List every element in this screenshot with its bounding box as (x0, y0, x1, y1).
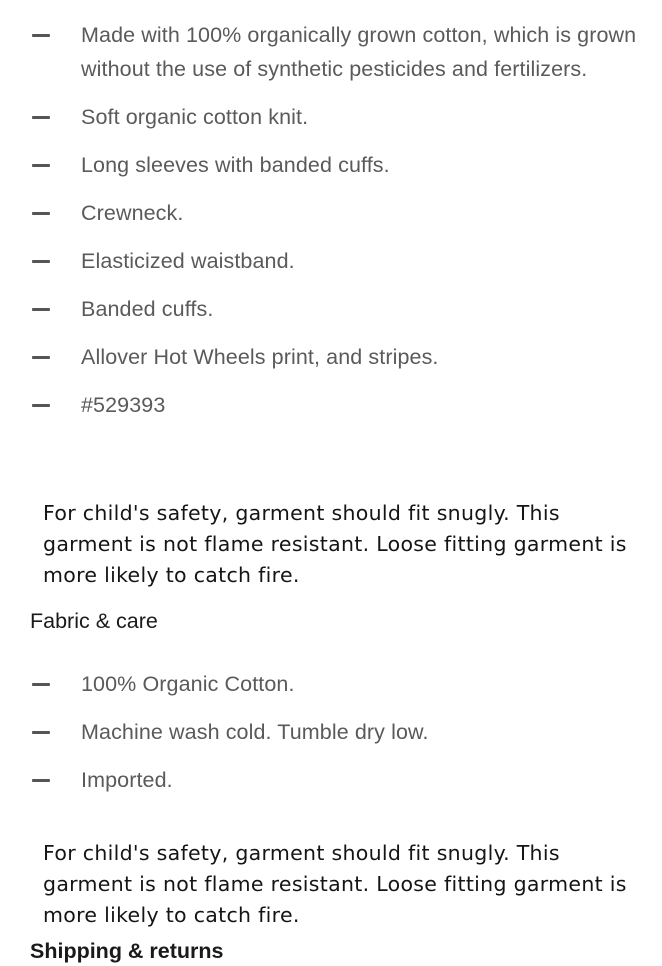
feature-text: Crewneck. (81, 201, 184, 225)
product-features-list (0, 18, 662, 422)
dash-bullet-icon (32, 356, 50, 359)
feature-item (0, 18, 662, 86)
shipping-returns-heading[interactable]: Shipping & returns (30, 939, 224, 963)
feature-text: Elasticized waistband. (81, 249, 295, 273)
dash-bullet-icon (32, 260, 50, 263)
feature-item (0, 244, 662, 278)
dash-bullet-icon (32, 731, 50, 734)
dash-bullet-icon (32, 212, 50, 215)
safety-notice: For child's safety, garment should fit snugly. This garment is not flame resistant. Loose fitting garment is more likely to catch fire. (43, 841, 627, 927)
feature-item (0, 148, 662, 182)
feature-text: Banded cuffs. (81, 297, 214, 321)
feature-item (0, 388, 662, 422)
feature-text: Allover Hot Wheels print, and stripes. (81, 345, 439, 369)
dash-bullet-icon (32, 779, 50, 782)
feature-text: #529393 (81, 393, 166, 417)
dash-bullet-icon (32, 404, 50, 407)
feature-item (0, 340, 662, 374)
dash-bullet-icon (32, 116, 50, 119)
dash-bullet-icon (32, 308, 50, 311)
feature-item (0, 196, 662, 230)
feature-item (0, 292, 662, 326)
care-text: Imported. (81, 768, 173, 792)
feature-text: Made with 100% organically grown cotton, which is grown without the use of synthetic pesticides and fertilizers. (81, 23, 637, 81)
dash-bullet-icon (32, 34, 50, 37)
care-text: 100% Organic Cotton. (81, 672, 295, 696)
care-item (0, 667, 662, 701)
care-item (0, 715, 662, 749)
dash-bullet-icon (32, 164, 50, 167)
care-item (0, 763, 662, 797)
safety-notice: For child's safety, garment should fit snugly. This garment is not flame resistant. Loose fitting garment is more likely to catch fire. (43, 501, 627, 587)
feature-text: Soft organic cotton knit. (81, 105, 309, 129)
dash-bullet-icon (32, 683, 50, 686)
feature-text: Long sleeves with banded cuffs. (81, 153, 390, 177)
feature-item (0, 100, 662, 134)
fabric-care-list (0, 667, 662, 797)
fabric-care-heading: Fabric & care (30, 609, 158, 633)
care-text: Machine wash cold. Tumble dry low. (81, 720, 429, 744)
